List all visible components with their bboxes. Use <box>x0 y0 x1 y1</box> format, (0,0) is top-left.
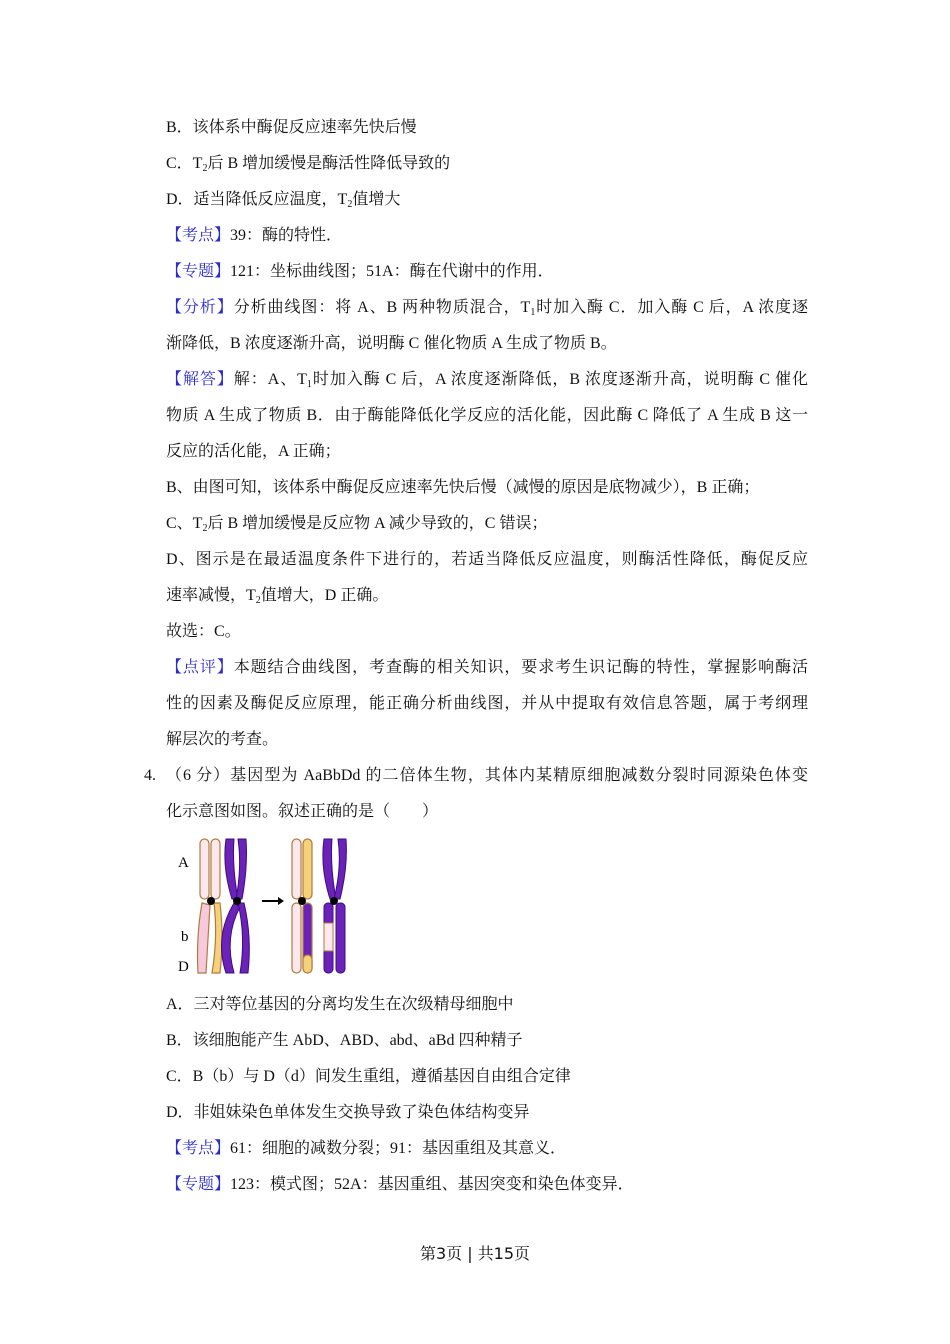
zhuanti-tag: 【专题】 <box>166 1176 231 1193</box>
dianping-line-3: 解层次的考查。 <box>166 731 279 748</box>
q4-option-d: D．非姐妹染色单体发生交换导致了染色体结构变异 <box>166 1104 530 1121</box>
chromosome-diagram <box>174 837 374 982</box>
jieda-line-4: B、由图可知，该体系中酶促反应速率先快后慢（减慢的原因是底物减少），B 正确； <box>166 479 760 496</box>
text: 123：模式图；52A：基因重组、基因突变和染色体变异． <box>230 1176 634 1193</box>
jieda-line-2: 物质 A 生成了物质 B．由于酶能降低化学反应的活化能，因此酶 C 降低了 A 生成 B 这一 <box>166 407 808 424</box>
text: （6 分）基因型为 AaBbDd 的二倍体生物，其体内某精原细胞减数分裂时同源染色体变 <box>166 767 808 784</box>
label-D: D <box>178 959 189 975</box>
zhuanti-tag: 【专题】 <box>166 263 231 280</box>
fenxi-tag: 【分析】 <box>166 299 234 316</box>
dianping-line-1 <box>166 650 808 686</box>
q4-kaodian <box>166 1131 808 1167</box>
fenxi-line-2: 渐降低，B 浓度逐渐升高，说明酶 C 催化物质 A 生成了物质 B。 <box>166 335 617 352</box>
text: D．适当降低反应温度，T <box>166 191 348 208</box>
q4-option-c: C．B（b）与 D（d）间发生重组，遵循基因自由组合定律 <box>166 1068 571 1085</box>
fenxi-line-1 <box>166 290 808 326</box>
text: 本题结合曲线图，考查酶的相关知识，要求考生识记酶的特性，掌握影响酶活 <box>233 659 808 676</box>
jieda-tag: 【解答】 <box>166 371 234 388</box>
page-content <box>144 110 808 1203</box>
subscript: 2 <box>202 523 208 534</box>
kaodian-tag: 【考点】 <box>166 1140 231 1157</box>
text: 61：细胞的减数分裂；91：基因重组及其意义． <box>230 1140 567 1157</box>
text: 后 B 增加缓慢是反应物 A 减少导致的，C 错误； <box>207 515 548 532</box>
arrow-icon <box>262 897 284 905</box>
text: 值增大，D 正确。 <box>260 587 389 604</box>
question-number: 4. <box>144 767 156 784</box>
chromosome-figure <box>166 830 808 987</box>
label-b: b <box>181 929 189 945</box>
chromosome-purple-after <box>323 839 347 973</box>
centromere <box>330 897 338 905</box>
text: 时加入酶 C 后，A 浓度逐渐降低，B 浓度逐渐升高，说明酶 C 催化 <box>311 371 808 388</box>
dianping-line-2: 性的因素及酶促反应原理，能正确分析曲线图，并从中提取有效信息答题，属于考纲理 <box>166 695 808 712</box>
text: 时加入酶 C．加入酶 C 后，A 浓度逐 <box>535 299 808 316</box>
subscript: 2 <box>202 163 208 174</box>
text: 解：A、T <box>233 371 307 388</box>
jieda-line-6: D、图示是在最适温度条件下进行的，若适当降低反应温度，则酶活性降低，酶促反应 <box>166 551 808 568</box>
text: 分析曲线图：将 A、B 两种物质混合，T <box>233 299 531 316</box>
subscript: 1 <box>306 379 312 390</box>
chromosome-purple-before <box>222 839 250 973</box>
option-c <box>166 146 808 182</box>
jieda-line-1 <box>166 362 808 398</box>
text: C．T <box>166 155 203 172</box>
chromosome-pale-before <box>198 839 223 973</box>
q4-option-b: B．该细胞能产生 AbD、ABD、abd、aBd 四种精子 <box>166 1032 523 1049</box>
q4-stem-line-1 <box>144 758 808 794</box>
text: 值增大 <box>352 191 401 208</box>
jieda-line-3: 反应的活化能，A 正确； <box>166 443 341 460</box>
chromosome-pale-after <box>292 839 312 973</box>
text: C、T <box>166 515 203 532</box>
centromere <box>233 897 241 905</box>
kaodian-tag: 【考点】 <box>166 227 231 244</box>
option-d <box>166 182 808 218</box>
kaodian <box>166 218 808 254</box>
subscript: 2 <box>255 595 261 606</box>
jieda-line-7 <box>166 578 808 614</box>
text: 121：坐标曲线图；51A：酶在代谢中的作用． <box>230 263 554 280</box>
dianping-tag: 【点评】 <box>166 659 234 676</box>
text: 39：酶的特性． <box>230 227 343 244</box>
q4-stem-line-2: 化示意图如图。叙述正确的是（ ） <box>166 803 439 820</box>
subscript: 2 <box>347 199 353 210</box>
zhuanti <box>166 254 808 290</box>
label-A: A <box>178 855 189 871</box>
text: 后 B 增加缓慢是酶活性降低导致的 <box>207 155 451 172</box>
jieda-line-5 <box>166 506 808 542</box>
centromere <box>298 897 306 905</box>
q4-option-a: A．三对等位基因的分离均发生在次级精母细胞中 <box>166 996 514 1013</box>
jieda-line-8: 故选：C。 <box>166 623 241 640</box>
subscript: 1 <box>530 307 536 318</box>
text: 速率减慢，T <box>166 587 256 604</box>
option-b: B．该体系中酶促反应速率先快后慢 <box>166 119 417 136</box>
q4-zhuanti <box>166 1167 808 1203</box>
centromere <box>207 897 215 905</box>
page-footer: 第3页 | 共15页 <box>419 1244 531 1263</box>
